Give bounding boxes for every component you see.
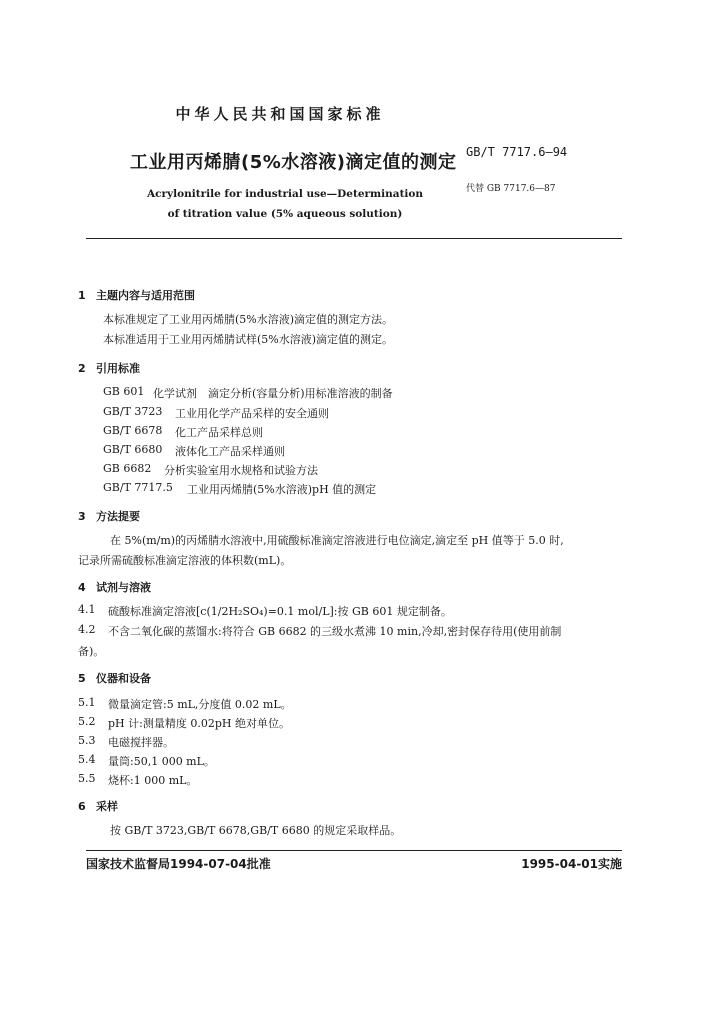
section-6-para: 按 GB/T 3723,GB/T 6678,GB/T 6680 的规定采取样品。 (110, 824, 402, 837)
footer-divider (86, 850, 622, 851)
section-3-heading: 3 方法提要 (78, 510, 140, 523)
section-5-heading: 5 仪器和设备 (78, 672, 151, 685)
ref-code: GB 601 (103, 385, 145, 398)
ref-code: GB/T 6680 (103, 443, 163, 456)
section-1-para-2: 本标准适用于工业用丙烯腈试样(5%水溶液)滴定值的测定。 (103, 333, 394, 346)
clause-text: 量筒:50,1 000 mL。 (108, 755, 215, 768)
document-title-english-line2: of titration value (5% aqueous solution) (167, 208, 403, 220)
section-1-para-1: 本标准规定了工业用丙烯腈(5%水溶液)滴定值的测定方法。 (103, 313, 394, 326)
clause-text: 烧杯:1 000 mL。 (108, 774, 198, 787)
ref-code: GB/T 7717.5 (103, 481, 173, 494)
clause-text: pH 计:测量精度 0.02pH 绝对单位。 (108, 717, 290, 730)
ref-code: GB/T 6678 (103, 424, 163, 437)
clause-text: 电磁搅拌器。 (108, 736, 174, 749)
ref-title: 化学试剂 滴定分析(容量分析)用标准溶液的制备 (153, 387, 393, 400)
implementation-date: 1995-04-01实施 (521, 857, 622, 871)
document-title-english-line1: Acrylonitrile for industrial use—Determination (146, 188, 424, 200)
section-6-heading: 6 采样 (78, 800, 118, 813)
standard-category-header: 中华人民共和国国家标准 (175, 105, 385, 123)
clause-number: 4.1 (78, 603, 96, 616)
clause-text-continuation: 备)。 (78, 645, 105, 658)
ref-title: 工业用化学产品采样的安全通则 (175, 407, 329, 420)
section-1-heading: 1 主题内容与适用范围 (78, 289, 195, 302)
ref-title: 分析实验室用水规格和试验方法 (164, 464, 318, 477)
replaces-standard: 代替 GB 7717.6—87 (466, 184, 556, 194)
clause-number: 5.2 (78, 715, 96, 728)
clause-text: 微量滴定管:5 mL,分度值 0.02 mL。 (108, 698, 292, 711)
approval-date: 国家技术监督局1994-07-04批准 (86, 857, 271, 871)
section-3-text-line1: 在 5%(m/m)的丙烯腈水溶液中,用硫酸标准滴定溶液进行电位滴定,滴定至 pH 值等于 5.0 时, (110, 534, 564, 547)
clause-number: 5.3 (78, 734, 96, 747)
ref-title: 液体化工产品采样通则 (175, 445, 285, 458)
ref-title: 工业用丙烯腈(5%水溶液)pH 值的测定 (187, 483, 377, 496)
standard-code: GB/T 7717.6—94 (466, 145, 568, 159)
section-3-text-line2: 记录所需硫酸标准滴定溶液的体积数(mL)。 (78, 554, 292, 567)
document-title-chinese: 工业用丙烯腈(5%水溶液)滴定值的测定 (130, 152, 457, 173)
clause-text: 硫酸标准滴定溶液[c(1/2H₂SO₄)=0.1 mol/L]:按 GB 601 规定制备。 (108, 605, 452, 618)
section-4-heading: 4 试剂与溶液 (78, 581, 151, 594)
clause-number: 4.2 (78, 623, 96, 636)
clause-number: 5.4 (78, 753, 96, 766)
ref-code: GB/T 3723 (103, 405, 163, 418)
ref-code: GB 6682 (103, 462, 152, 475)
clause-number: 5.5 (78, 772, 96, 785)
clause-number: 5.1 (78, 696, 96, 709)
clause-text: 不含二氧化碳的蒸馏水:将符合 GB 6682 的三级水煮沸 10 min,冷却,密封保存待用(使用前制 (108, 625, 562, 638)
ref-title: 化工产品采样总则 (175, 426, 263, 439)
header-divider (86, 238, 622, 239)
section-2-heading: 2 引用标准 (78, 362, 140, 375)
